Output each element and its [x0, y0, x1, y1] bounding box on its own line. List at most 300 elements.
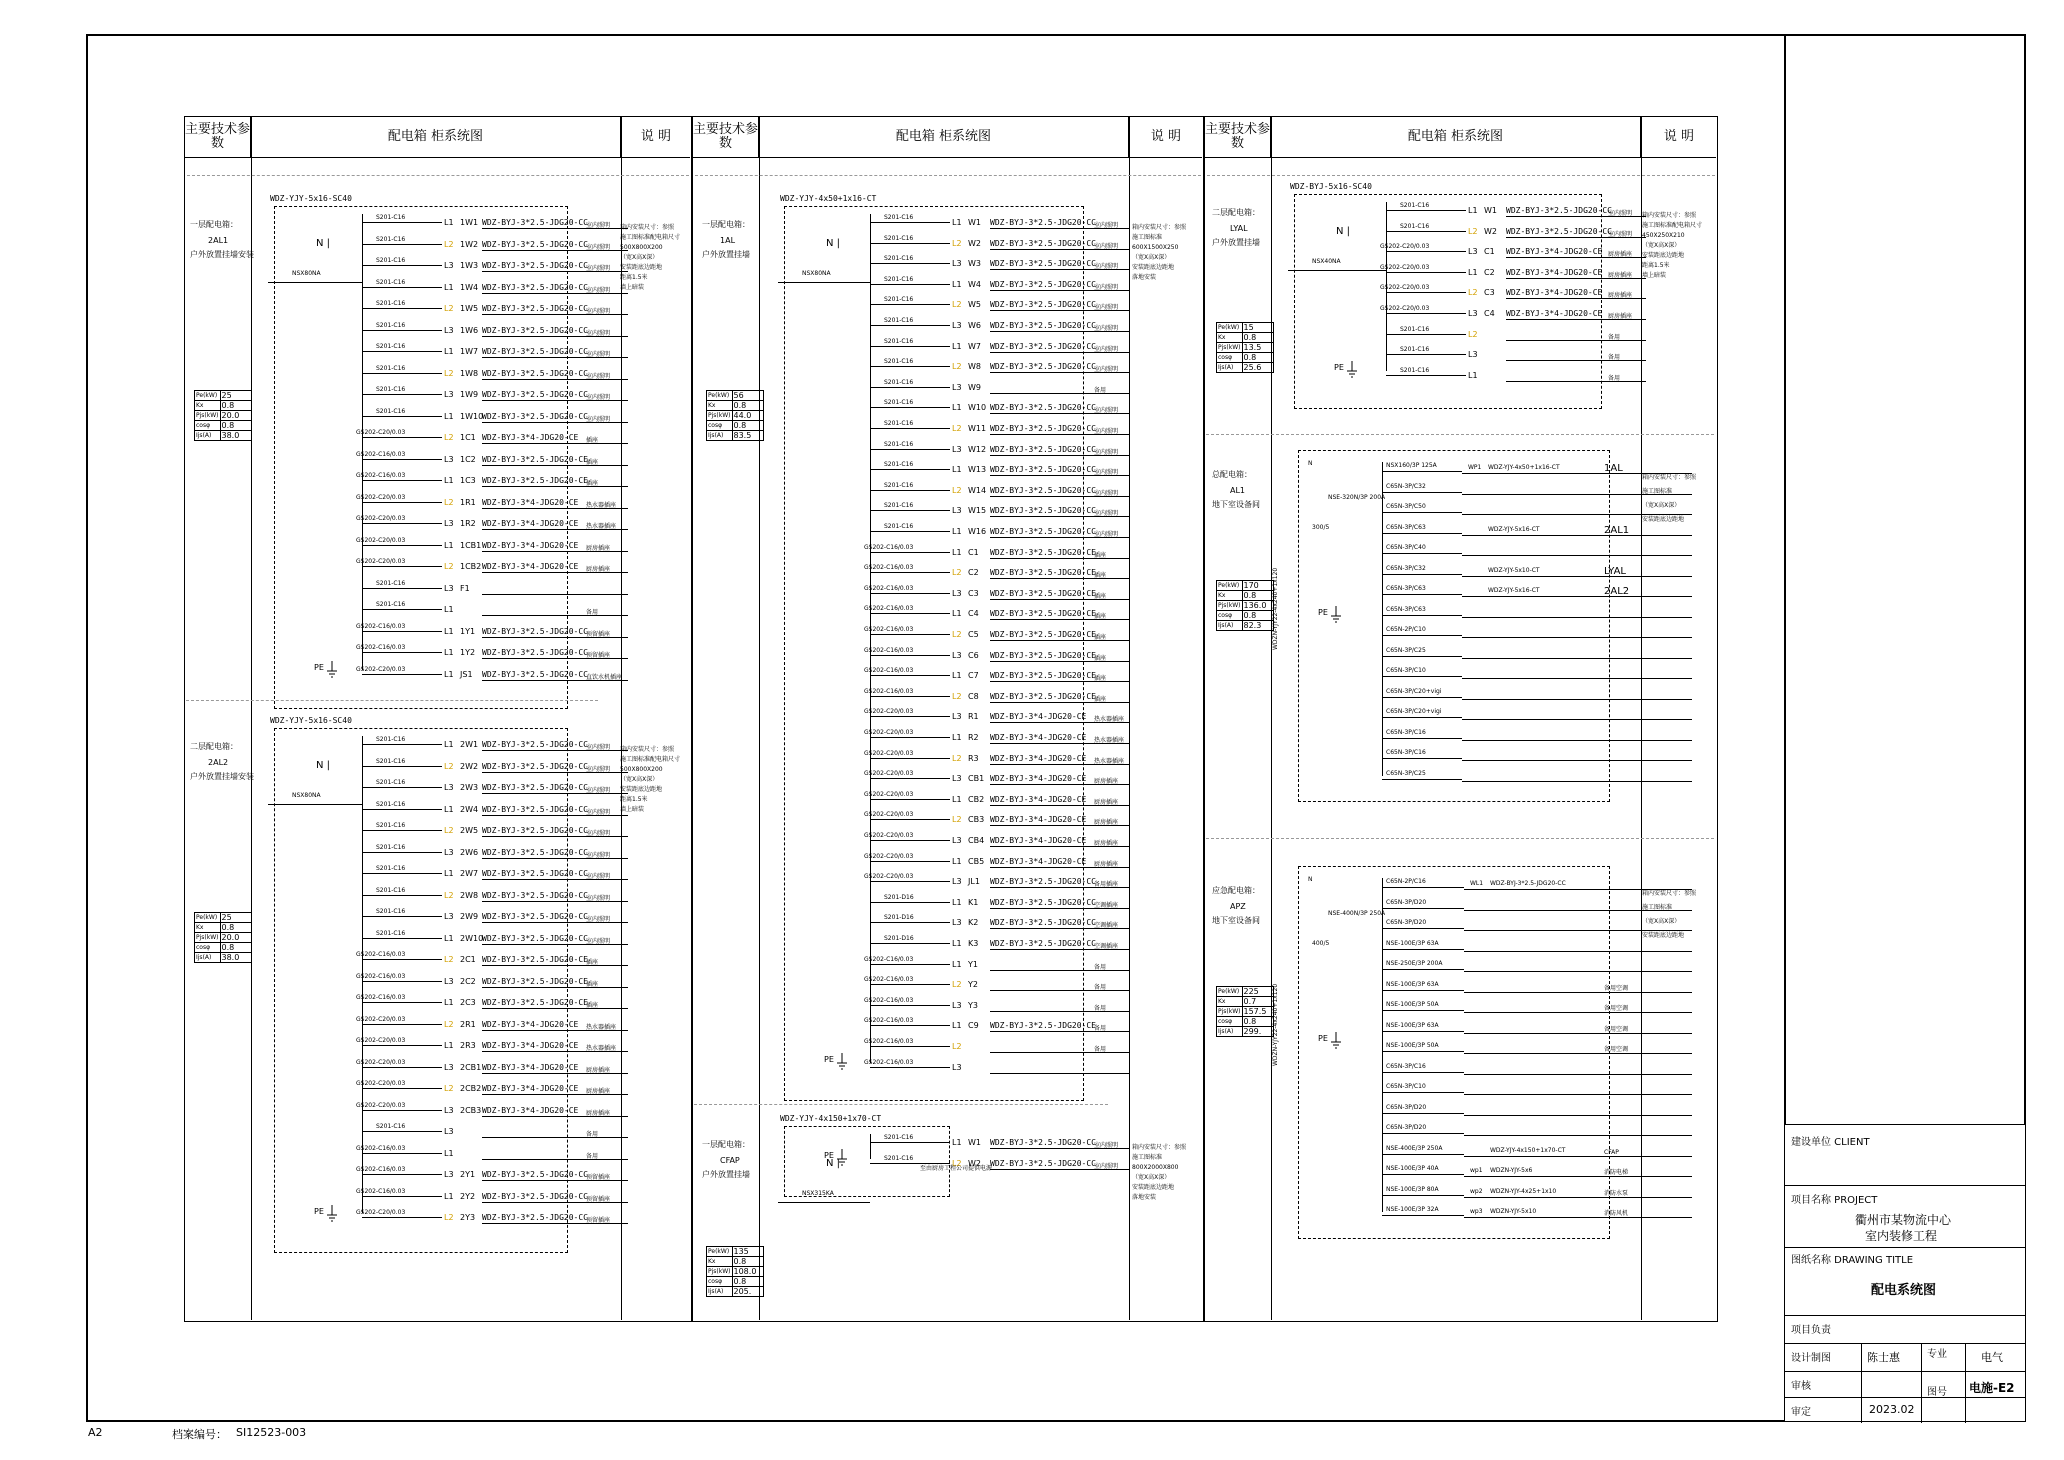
panel-apz-title: 应急配电箱：	[1212, 886, 1260, 895]
panel-apz-breaker: NSE-250E/3P 200A	[1386, 960, 1443, 967]
panel-2al2-phase: L3	[444, 1105, 454, 1115]
panel-2al2-phase: L1	[444, 869, 454, 878]
panel-1al-note: 箱内安装尺寸：参照	[1132, 224, 1187, 231]
panel-2al1-breaker: S201-C16	[376, 321, 406, 329]
panel-1al-circuit-use: 室内照明	[1094, 489, 1119, 497]
panel-2al1-circuit-cable: WDZ-BYJ-3*2.5-JDG20-CC	[482, 368, 588, 378]
header-system: 配电箱 柜系统图	[1271, 117, 1641, 157]
panel-1al-phase: L2	[952, 1042, 962, 1051]
panel-2al1-breaker: GS202-C16/0.03	[356, 622, 406, 630]
panel-al1-id: AL1	[1230, 486, 1246, 495]
panel-1al-phase: L3	[952, 1062, 962, 1072]
panel-apz-breaker: NSE-100E/3P 40A	[1386, 1165, 1439, 1172]
panel-1al-circuit-use: 室内照明	[1094, 304, 1119, 312]
panel-1al-circuit-use: 室内照明	[1094, 242, 1119, 250]
panel-2al1-circuit-id: 1W6	[460, 325, 479, 335]
panel-al1-note: 施工图标准	[1642, 488, 1673, 495]
panel-lyal-breaker: S201-C16	[1400, 222, 1430, 230]
panel-1al-breaker: GS202-C16/0.03	[864, 646, 914, 654]
panel-1al-circuit-cable: WDZ-BYJ-3*4-JDG20-CE	[990, 753, 1087, 763]
panel-apz-breaker: C65N-3P/C10	[1386, 1083, 1426, 1090]
panel-2al2-breaker: S201-C16	[376, 865, 406, 872]
panel-2al2-circuit-cable: WDZ-BYJ-3*2.5-JDG20-CC	[482, 740, 588, 749]
panel-2al2-id: 2AL2	[208, 758, 229, 767]
panel-2al1-note: 墙上暗装	[620, 284, 645, 291]
panel-2al2-phase: L2	[444, 1213, 454, 1222]
panel-1al-circuit-use: 室内照明	[1094, 531, 1119, 538]
panel-2al2-circuit-use: 室内照明	[586, 937, 611, 945]
panel-1al-phase: L3	[952, 259, 962, 269]
panel-lyal-note: （宽X高X深）	[1642, 242, 1681, 249]
panel-2al2-breaker: S201-C16	[376, 843, 406, 851]
panel-2al2-phase: L2	[444, 955, 454, 964]
panel-2al2-circuit-cable: WDZ-BYJ-3*2.5-JDG20-CC	[482, 804, 588, 814]
panel-2al1-breaker: S201-C16	[376, 407, 406, 415]
panel-2al2-circuit-use: 室内照明	[586, 765, 611, 773]
panel-1al-breaker: S201-C16	[884, 234, 914, 242]
panel-1al-circuit-id: W9	[968, 382, 981, 392]
panel-1al-phase: L1	[952, 341, 962, 351]
panel-2al1-circuit-use: 室内照明	[586, 372, 611, 380]
panel-cfap-breaker: S201-C16	[884, 1154, 914, 1162]
panel-apz-circuit-use: 备用空调	[1604, 1025, 1629, 1033]
panel-1al-circuit-cable: WDZ-BYJ-3*2.5-JDG20-CC	[990, 465, 1096, 475]
panel-1al-circuit-id: C8	[968, 691, 979, 701]
panel-al1-note: 安装距底边距地	[1642, 516, 1685, 523]
panel-1al-circuit-id: CB3	[968, 815, 985, 825]
panel-2al1-phase: L1	[444, 540, 454, 550]
panel-1al-circuit-cable: WDZ-BYJ-3*2.5-JDG20-CC	[990, 341, 1096, 351]
panel-2al1-breaker: GS202-C20/0.03	[356, 493, 406, 501]
panel-1al-phase: L1	[952, 671, 962, 681]
panel-lyal-circuit-id: W1	[1484, 206, 1497, 215]
panel-1al-phase: L2	[952, 753, 962, 763]
panel-1al-circuit-cable: WDZ-BYJ-3*2.5-JDG20-CC	[990, 877, 1096, 887]
panel-2al1-breaker: S201-C16	[376, 601, 406, 608]
panel-1al-breaker: S201-C16	[884, 337, 914, 345]
panel-al1-breaker: C65N-3P/C32	[1386, 482, 1426, 490]
panel-lyal-phase: L3	[1468, 309, 1478, 318]
panel-1al-circuit-cable: WDZ-BYJ-3*4-JDG20-CE	[990, 712, 1087, 722]
panel-1al-circuit-use: 室内照明	[1094, 283, 1119, 291]
panel-2al2-circuit-use: 插座	[586, 959, 599, 966]
panel-cfap-note: 安装距底边距地	[1132, 1184, 1175, 1191]
panel-lyal-circuit-use: 室内照明	[1608, 210, 1633, 217]
panel-1al-circuit-id: CB4	[968, 836, 985, 845]
panel-lyal-circuit-use: 备用	[1608, 374, 1621, 382]
panel-2al2-breaker: S201-C16	[376, 757, 406, 765]
panel-apz-circuit-id: wp1	[1470, 1167, 1483, 1174]
panel-1al-circuit-cable: WDZ-BYJ-3*2.5-JDG20-CC	[990, 300, 1096, 310]
panel-al1-breaker: C65N-3P/C20+vigi	[1386, 687, 1442, 695]
panel-2al1-circuit-use: 室内照明	[586, 308, 611, 315]
panel-2al2-circuit-use: 室内照明	[586, 744, 611, 751]
panel-apz-note: 箱内安装尺寸：参照	[1642, 890, 1697, 897]
panel-2al2-phase: L1	[444, 933, 454, 943]
panel-1al-breaker: S201-D16	[884, 893, 914, 901]
panel-1al-circuit-use: 室内照明	[1094, 222, 1119, 229]
panel-1al-circuit-cable: WDZ-BYJ-3*2.5-JDG20-CC	[990, 939, 1096, 948]
panel-cfap-params-table: Pe(kW) 135 Kx 0.8 Pjs(kW) 108.0 cosφ 0.8 Ijs(A) 205.	[706, 1246, 764, 1297]
pe-terminal-icon	[314, 1205, 340, 1225]
panel-2al2-circuit-use: 插座	[586, 1002, 599, 1009]
panel-1al-breaker: S201-C16	[884, 399, 914, 407]
panel-al1-params-table: Pe(kW) 170 Kx 0.8 Pjs(kW) 136.0 cosφ 0.8 Ijs(A) 82.3	[1216, 580, 1274, 631]
panel-2al1-breaker: S201-C16	[376, 235, 406, 243]
panel-2al1-note: （宽X高X深）	[620, 254, 659, 261]
panel-2al2-circuit-id: 2W6	[460, 847, 479, 857]
panel-1al-circuit-use: 室内照明	[1094, 510, 1119, 518]
panel-1al-phase: L1	[952, 465, 962, 475]
panel-1al-breaker: GS202-C16/0.03	[864, 996, 914, 1004]
panel-2al1-breaker: S201-C16	[376, 214, 406, 221]
header-params: 主要技术参数	[1205, 117, 1271, 157]
panel-al1-main-breaker: NSE-320N/3P 200A	[1328, 494, 1386, 501]
panel-1al-circuit-id: W3	[968, 259, 981, 269]
panel-1al-circuit-use: 热水器插座	[1094, 716, 1125, 724]
panel-apz-breaker: NSE-100E/3P 80A	[1386, 1185, 1439, 1193]
panel-1al-phase: L1	[952, 794, 962, 804]
panel-al1-breaker: C65N-3P/C25	[1386, 646, 1426, 654]
panel-1al-circuit-cable: WDZ-BYJ-3*2.5-JDG20-CE	[990, 568, 1096, 578]
panel-apz-circuit-use: CFAP	[1604, 1148, 1619, 1156]
panel-1al-circuit-use: 插座	[1094, 654, 1107, 662]
panel-2al1-circuit-cable: WDZ-BYJ-3*2.5-JDG20-CC	[482, 218, 588, 227]
panel-1al-circuit-id: C3	[968, 588, 979, 598]
panel-2al2-breaker: GS202-C20/0.03	[356, 1101, 406, 1109]
panel-1al-note: 施工图标准	[1132, 234, 1163, 241]
panel-2al2-circuit-use: 厨房插座	[586, 1066, 611, 1074]
panel-1al-phase: L2	[952, 630, 962, 639]
panel-1al-circuit-cable: WDZ-BYJ-3*2.5-JDG20-CC	[990, 238, 1096, 248]
panel-2al2-circuit-use: 热水器插座	[586, 1023, 617, 1031]
panel-1al-circuit-use: 室内照明	[1094, 325, 1119, 332]
panel-2al2-note: 距离1.5米	[620, 796, 648, 803]
panel-lyal-circuit-use: 室内照明	[1608, 230, 1633, 238]
panel-2al2-circuit-id: 2C2	[460, 976, 476, 986]
panel-lyal-breaker: GS202-C20/0.03	[1380, 243, 1430, 251]
panel-2al1-circuit-id: 1R2	[460, 519, 476, 528]
pe-terminal-icon	[824, 1149, 850, 1169]
panel-1al-busbar	[870, 214, 871, 1063]
panel-2al2-phase: L1	[444, 740, 454, 749]
panel-1al-circuit-use: 备用	[1094, 1025, 1107, 1033]
panel-cfap-circuit-cable: WDZ-BYJ-3*2.5-JDG20-CC	[990, 1158, 1096, 1168]
panel-2al2-circuit-use: 插座	[586, 980, 599, 988]
panel-2al2-phase: L3	[444, 847, 454, 857]
panel-2al1-circuit-id: 1W10	[460, 411, 484, 421]
panel-1al-breaker: GS202-C16/0.03	[864, 955, 914, 963]
panel-apz-circuit-cable: WDZN-YJY-5x6	[1490, 1167, 1533, 1174]
panel-2al1-circuit-id: 1W4	[460, 282, 479, 292]
panel-2al2-circuit-use: 热水器插座	[586, 1045, 617, 1052]
panel-apz-circuit-use: 消防水泵	[1604, 1189, 1629, 1197]
panel-1al-phase: L3	[952, 444, 962, 454]
panel-2al1-phase: L2	[444, 368, 454, 378]
panel-1al-breaker: GS202-C16/0.03	[864, 626, 914, 633]
panel-1al-circuit-cable: WDZ-BYJ-3*2.5-JDG20-CC	[990, 279, 1096, 289]
panel-2al2-circuit-cable: WDZ-BYJ-3*2.5-JDG20-CC	[482, 783, 588, 792]
panel-1al-circuit-use: 插座	[1094, 695, 1107, 703]
panel-1al-phase: L3	[952, 588, 962, 598]
panel-2al1-circuit-cable: WDZ-BYJ-3*2.5-JDG20-CC	[482, 239, 588, 249]
panel-1al-circuit-use: 插座	[1094, 634, 1107, 641]
panel-1al-circuit-id: W14	[968, 485, 987, 495]
panel-1al-circuit-cable: WDZ-BYJ-3*4-JDG20-CE	[990, 856, 1087, 866]
panel-2al2-circuit-cable: WDZ-BYJ-3*4-JDG20-CE	[482, 1105, 579, 1115]
panel-2al2-circuit-use: 预留插座	[586, 1174, 611, 1181]
drawing-title-label: 图纸名称 DRAWING TITLE	[1791, 1255, 1914, 1266]
panel-2al2-breaker: S201-C16	[376, 1123, 406, 1130]
panel-1al-circuit-cable: WDZ-BYJ-3*2.5-JDG20-CC	[990, 485, 1096, 495]
panel-2al2-params-table: Pe(kW) 25 Kx 0.8 Pjs(kW) 20.0 cosφ 0.8 Ijs(A) 38.0	[194, 912, 252, 963]
panel-2al2-phase: L1	[444, 804, 454, 814]
panel-apz-circuit-cable: WDZ-BYJ-3*2.5-JDG20-CC	[1490, 880, 1566, 887]
panel-1al-phase: L2	[952, 424, 962, 433]
panel-2al1-params-table: Pe(kW) 25 Kx 0.8 Pjs(kW) 20.0 cosφ 0.8 Ijs(A) 38.0	[194, 390, 252, 441]
tb-row-1-label: 项目负责	[1791, 1325, 1831, 1336]
panel-al1-breaker: C65N-3P/C63	[1386, 585, 1426, 592]
panel-apz-breaker: NSE-100E/3P 32A	[1386, 1206, 1439, 1213]
project-name-line2: 室内装修工程	[1865, 1229, 1938, 1243]
panel-1al-circuit-id: Y3	[968, 1000, 978, 1010]
panel-1al-breaker: GS202-C20/0.03	[864, 708, 914, 716]
sheet-label: 图号	[1927, 1387, 1947, 1398]
panel-2al1-circuit-use: 室内照明	[586, 222, 611, 229]
panel-lyal-circuit-use: 备用	[1608, 333, 1621, 341]
panel-apz-circuit-cable: WDZN-YJY-4x25+1x10	[1490, 1187, 1557, 1195]
panel-1al-circuit-id: R1	[968, 712, 979, 722]
tb-row-2-value: 陈士惠	[1867, 1351, 1900, 1364]
panel-1al-circuit-cable: WDZ-BYJ-3*2.5-JDG20-CE	[990, 630, 1096, 639]
panel-2al1-note: 距离1.5米	[620, 274, 648, 281]
panel-2al1-breaker: GS202-C20/0.03	[356, 558, 406, 565]
panel-apz-circuit-use: 消防风机	[1604, 1210, 1629, 1217]
panel-al1-circuit-dest: 2AL2	[1604, 586, 1630, 597]
panel-lyal-phase: L2	[1468, 288, 1478, 298]
panel-apz-breaker: C65N-2P/C16	[1386, 878, 1426, 885]
panel-cfap-phase: L1	[952, 1138, 962, 1147]
panel-1al-title: 一层配电箱：	[702, 220, 750, 229]
panel-2al1-circuit-cable: WDZ-BYJ-3*2.5-JDG20-CC	[482, 648, 588, 657]
panel-1al-phase: L1	[952, 609, 962, 619]
panel-1al-circuit-use: 室内照明	[1094, 428, 1119, 435]
panel-apz-breaker: NSE-100E/3P 63A	[1386, 939, 1439, 947]
panel-al1-breaker: C65N-3P/C32	[1386, 564, 1426, 572]
panel-1al-phase: L3	[952, 506, 962, 516]
panel-1al-circuit-id: CB1	[968, 774, 985, 784]
panel-2al1-circuit-id: 1W9	[460, 390, 479, 399]
panel-2al1-phase: L2	[444, 562, 454, 571]
panel-2al2-breaker: S201-C16	[376, 736, 406, 743]
panel-al1-note: （宽X高X深）	[1642, 502, 1681, 509]
panel-1al-circuit-cable: WDZ-BYJ-3*2.5-JDG20-CC	[990, 897, 1096, 907]
panel-2al2-breaker: GS202-C20/0.03	[356, 1058, 406, 1066]
record-label: 档案编号：	[172, 1428, 227, 1441]
panel-2al1-phase: L3	[444, 519, 454, 528]
panel-2al2-circuit-use: 室内照明	[586, 851, 611, 859]
panel-1al-id: 1AL	[720, 236, 736, 245]
panel-1al-breaker: GS202-C16/0.03	[864, 687, 914, 695]
panel-2al1-breaker: GS202-C16/0.03	[356, 472, 406, 479]
panel-1al-phase: L3	[952, 836, 962, 845]
panel-1al-circuit-use: 空调插座	[1094, 901, 1119, 909]
panel-1al-circuit-id: W8	[968, 362, 981, 372]
panel-lyal-circuit-cable: WDZ-BYJ-3*2.5-JDG20-CC	[1506, 206, 1612, 215]
panel-2al1-circuit-use: 热水器插座	[586, 501, 617, 509]
panel-2al1-phase: L1	[444, 476, 454, 485]
panel-2al1-circuit-cable: WDZ-BYJ-3*2.5-JDG20-CC	[482, 325, 588, 335]
panel-apz-breaker: C65N-3P/D20	[1386, 898, 1427, 906]
panel-apz-circuit-cable: WDZN-YJY-5x10	[1490, 1208, 1537, 1215]
panel-al1-title: 总配电箱：	[1212, 470, 1252, 479]
panel-apz-circuit-cable: WDZ-YJY-4x150+1x70-CT	[1490, 1146, 1566, 1154]
panel-2al1-circuit-cable: WDZ-BYJ-3*2.5-JDG20-CC	[482, 304, 588, 313]
panel-1al-circuit-use: 插座	[1094, 613, 1107, 621]
panel-2al2-breaker: GS202-C20/0.03	[356, 1209, 406, 1216]
panel-1al-main-breaker: NSX80NA	[802, 270, 831, 277]
panel-2al1-circuit-id: 1W8	[460, 368, 479, 378]
panel-2al2-circuit-id: 2CB2	[460, 1084, 482, 1093]
panel-2al2-circuit-cable: WDZ-BYJ-3*2.5-JDG20-CC	[482, 1191, 588, 1201]
panel-1al-circuit-id: CB5	[968, 856, 985, 866]
panel-1al-breaker: GS202-C16/0.03	[864, 976, 914, 984]
panel-al1-circuit-cable: WDZ-YJY-5x10-CT	[1488, 566, 1540, 574]
panel-2al1-circuit-id: 1CB2	[460, 562, 482, 571]
panel-1al-phase: L3	[952, 712, 962, 722]
panel-1al-phase: L3	[952, 774, 962, 784]
panel-1al-circuit-id: C2	[968, 568, 979, 578]
panel-1al-breaker: S201-C16	[884, 317, 914, 324]
panel-2al1-circuit-use: 直饮水机插座	[586, 673, 623, 681]
panel-2al2-circuit-cable: WDZ-BYJ-3*2.5-JDG20-CC	[482, 912, 588, 921]
panel-lyal-circuit-use: 厨房插座	[1608, 251, 1633, 259]
panel-1al-phase: L2	[952, 980, 962, 990]
panel-1al-circuit-id: JL1	[968, 877, 980, 887]
panel-1al-circuit-cable: WDZ-BYJ-3*4-JDG20-CE	[990, 794, 1087, 804]
panel-2al1-circuit-use: 厨房插座	[586, 544, 611, 552]
panel-1al-phase: L1	[952, 527, 962, 536]
panel-2al2-incoming-cable: WDZ-YJY-5x16-SC40	[270, 716, 352, 725]
panel-al1-enclosure	[1298, 450, 1610, 802]
panel-lyal-circuit-id: W2	[1484, 226, 1497, 236]
panel-1al-circuit-cable: WDZ-BYJ-3*2.5-JDG20-CE	[990, 1021, 1096, 1031]
panel-2al1-circuit-use: 备用	[586, 609, 599, 616]
panel-cfap-circuit-id: W1	[968, 1138, 981, 1147]
svg-text:PE: PE	[314, 1206, 324, 1216]
panel-cfap-location: 户外放置挂墙	[702, 1170, 750, 1179]
panel-2al1-phase: L2	[444, 433, 454, 442]
panel-1al-breaker: S201-C16	[884, 523, 914, 530]
panel-1al-circuit-id: W12	[968, 444, 987, 454]
svg-text:PE: PE	[1318, 1034, 1328, 1044]
panel-lyal-neutral: N |	[1336, 226, 1351, 237]
panel-2al1-circuit-use: 插座	[586, 480, 599, 487]
panel-1al-circuit-cable: WDZ-BYJ-3*2.5-JDG20-CC	[990, 259, 1096, 269]
panel-2al1-circuit-use: 插座	[586, 437, 599, 444]
panel-1al-breaker: GS202-C20/0.03	[864, 832, 914, 839]
panel-lyal-note: 450X250X210	[1642, 232, 1685, 239]
panel-2al1-circuit-cable: WDZ-BYJ-3*2.5-JDG20-CE	[482, 454, 588, 464]
panel-1al-circuit-id: W5	[968, 300, 981, 310]
paper-size: A2	[88, 1426, 103, 1439]
panel-cfap-enclosure	[784, 1126, 950, 1197]
panel-apz-breaker: C65N-3P/D20	[1386, 1124, 1427, 1131]
panel-2al1-circuit-id: 1W7	[460, 347, 479, 356]
panel-apz-ct-ratio: 400/5	[1312, 940, 1330, 947]
panel-1al-circuit-use: 备用	[1094, 1004, 1107, 1012]
panel-2al1-circuit-use: 插座	[586, 458, 599, 466]
panel-2al2-breaker: GS202-C20/0.03	[356, 1015, 406, 1023]
panel-2al1-circuit-cable: WDZ-BYJ-3*4-JDG20-CE	[482, 540, 579, 550]
client-label: 建设单位 CLIENT	[1791, 1137, 1870, 1148]
panel-1al-phase: L3	[952, 1000, 962, 1010]
panel-2al2-phase: L1	[444, 1191, 454, 1201]
panel-1al-breaker: S201-C16	[884, 358, 914, 366]
panel-2al1-circuit-cable: WDZ-BYJ-3*4-JDG20-CE	[482, 497, 579, 507]
panel-1al-phase: L1	[952, 856, 962, 866]
panel-2al1-circuit-cable: WDZ-BYJ-3*2.5-JDG20-CC	[482, 261, 588, 270]
panel-2al2-circuit-id: 2Y3	[460, 1213, 476, 1222]
panel-2al2-note: 施工图标准配电箱尺寸	[620, 756, 681, 763]
panel-2al1-circuit-cable: WDZ-BYJ-3*4-JDG20-CE	[482, 519, 579, 528]
panel-1al-breaker: S201-C16	[884, 296, 914, 304]
panel-1al-circuit-id: W16	[968, 527, 987, 536]
panel-apz-id: APZ	[1230, 902, 1246, 911]
panel-2al1-breaker: GS202-C16/0.03	[356, 450, 406, 458]
panel-apz-main-breaker: NSE-400N/3P 250A	[1328, 910, 1386, 917]
panel-cfap-note: 800X2000X800	[1132, 1164, 1179, 1171]
panel-1al-circuit-id: W13	[968, 465, 987, 475]
panel-2al2-breaker: S201-C16	[376, 822, 406, 829]
panel-lyal-incoming-cable: WDZ-BYJ-5x16-SC40	[1290, 182, 1372, 191]
panel-2al1-breaker: S201-C16	[376, 364, 406, 372]
panel-lyal-note: 安装距底边距地	[1642, 252, 1685, 259]
panel-lyal-phase: L2	[1468, 329, 1478, 339]
panel-1al-circuit-use: 厨房插座	[1094, 778, 1119, 786]
panel-cfap-id: CFAP	[720, 1156, 740, 1165]
panel-2al2-circuit-use: 室内照明	[586, 916, 611, 923]
pe-terminal-icon	[314, 661, 340, 681]
panel-2al1-breaker: S201-C16	[376, 386, 406, 393]
panel-2al2-phase: L2	[444, 826, 454, 835]
panel-1al-circuit-use: 备用插座	[1094, 881, 1119, 889]
panel-1al-note: 600X1500X250	[1132, 244, 1179, 251]
panel-2al2-phase: L2	[444, 1084, 454, 1093]
panel-2al2-circuit-cable: WDZ-BYJ-3*4-JDG20-CE	[482, 1084, 579, 1093]
panel-2al2-circuit-cable: WDZ-BYJ-3*4-JDG20-CE	[482, 1019, 579, 1029]
panel-lyal-location: 户外放置挂墙	[1212, 238, 1260, 247]
panel-2al1-circuit-cable: WDZ-BYJ-3*4-JDG20-CE	[482, 433, 579, 442]
sheet-number: 电施-E2	[1969, 1381, 2015, 1395]
panel-2al2-circuit-cable: WDZ-BYJ-3*2.5-JDG20-CE	[482, 998, 588, 1007]
panel-2al2-note: （宽X高X深）	[620, 776, 659, 783]
panel-1al-breaker: GS202-C20/0.03	[864, 749, 914, 757]
panel-2al1-phase: L3	[444, 583, 454, 593]
panel-apz-note: 施工图标准	[1642, 904, 1673, 911]
panel-2al1-busbar	[362, 214, 363, 670]
panel-2al1-circuit-use: 厨房插座	[586, 566, 611, 573]
panel-2al1-circuit-cable: WDZ-BYJ-3*2.5-JDG20-CC	[482, 669, 588, 679]
panel-2al1-circuit-cable: WDZ-BYJ-3*4-JDG20-CE	[482, 562, 579, 571]
panel-cfap-note: （宽X高X深）	[1132, 1174, 1171, 1181]
panel-2al1-phase: L2	[444, 239, 454, 249]
panel-1al-circuit-id: K2	[968, 918, 979, 928]
panel-2al2-breaker: GS202-C16/0.03	[356, 951, 406, 958]
panel-al1-breaker: C65N-3P/C16	[1386, 749, 1426, 756]
panel-2al2-circuit-cable: WDZ-BYJ-3*2.5-JDG20-CC	[482, 826, 588, 835]
panel-lyal-phase: L3	[1468, 350, 1478, 360]
